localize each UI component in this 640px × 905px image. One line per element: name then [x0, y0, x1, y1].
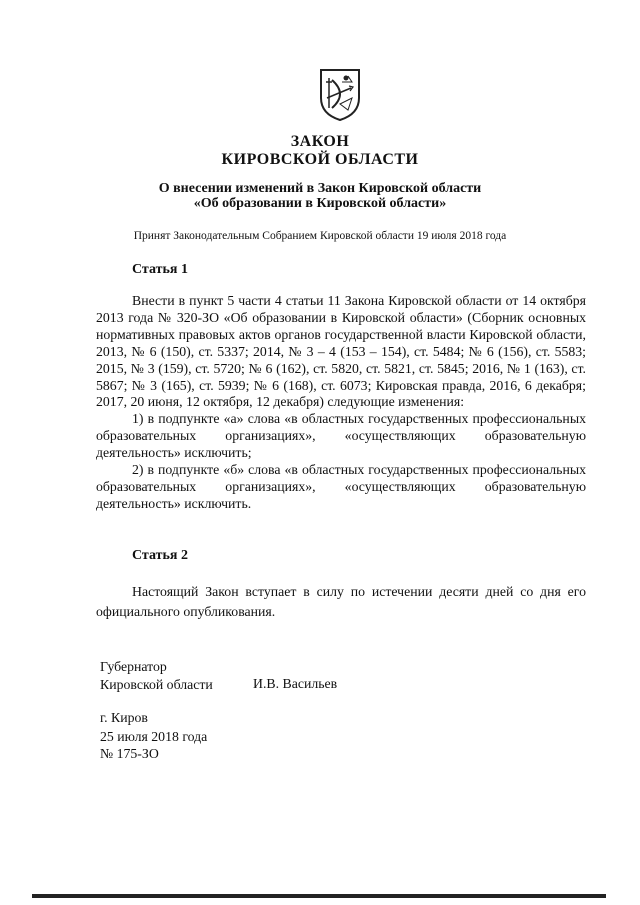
law-subtitle-line1: О внесении изменений в Закон Кировской области — [158, 181, 482, 196]
law-number: № 175-ЗО — [100, 746, 159, 761]
page-bottom-rule — [32, 894, 606, 898]
signing-date: 25 июля 2018 года — [100, 729, 208, 744]
article-1-heading: Статья 1 — [132, 262, 188, 277]
coat-of-arms-icon — [318, 68, 362, 122]
article-2-body — [96, 582, 586, 622]
article-2-text: Настоящий Закон вступает в силу по истечении десяти дней со дня его официального опубликования. — [96, 584, 586, 619]
article-1-item-2: 2) в подпункте «б» слова «в областных государственных профессиональных образовательных организациях», «осуществляющих образовательную деятельность» исключить. — [96, 462, 586, 511]
adoption-note: Принят Законодательным Собранием Кировской области 19 июля 2018 года — [133, 230, 507, 242]
region-title: КИРОВСКОЙ ОБЛАСТИ — [221, 151, 419, 168]
law-subtitle-line2: «Об образовании в Кировской области» — [193, 196, 447, 211]
signing-place: г. Киров — [100, 710, 148, 725]
article-1-body — [96, 293, 586, 513]
signatory-title-line2: Кировской области — [100, 677, 213, 692]
article-1-item-1: 1) в подпункте «а» слова «в областных государственных профессиональных образовательных организациях», «осуществляющих образовательную деятельность» исключить; — [96, 411, 586, 461]
law-title: ЗАКОН — [290, 133, 350, 150]
signatory-name: И.В. Васильев — [253, 676, 338, 691]
article-2-heading: Статья 2 — [132, 548, 188, 563]
signatory-title-line1: Губернатор — [100, 659, 167, 674]
article-1-intro: Внести в пункт 5 части 4 статьи 11 Закона Кировской области от 14 октября 2013 года № 320-ЗО «Об образовании в Кировской области» (Сборник основных нормативных правовых актов органов государственной власти Кировской области, 2013, № 6 (150), ст. 5337; 2014, № 3 – 4 (153 – 154), ст. 5484; № 6 (156), ст. 5583; 2015, № 3 (159), ст. 5720; № 6 (162), ст. 5820, ст. 5821, ст. 5845; 2016, № 1 (163), ст. 5867; № 3 (165), ст. 5939; № 6 (168), ст. 6073; Кировская правда, 2016, 6 декабря; 2017, 20 июня, 12 октября, 12 декабря) следующие изменения: — [96, 293, 586, 410]
